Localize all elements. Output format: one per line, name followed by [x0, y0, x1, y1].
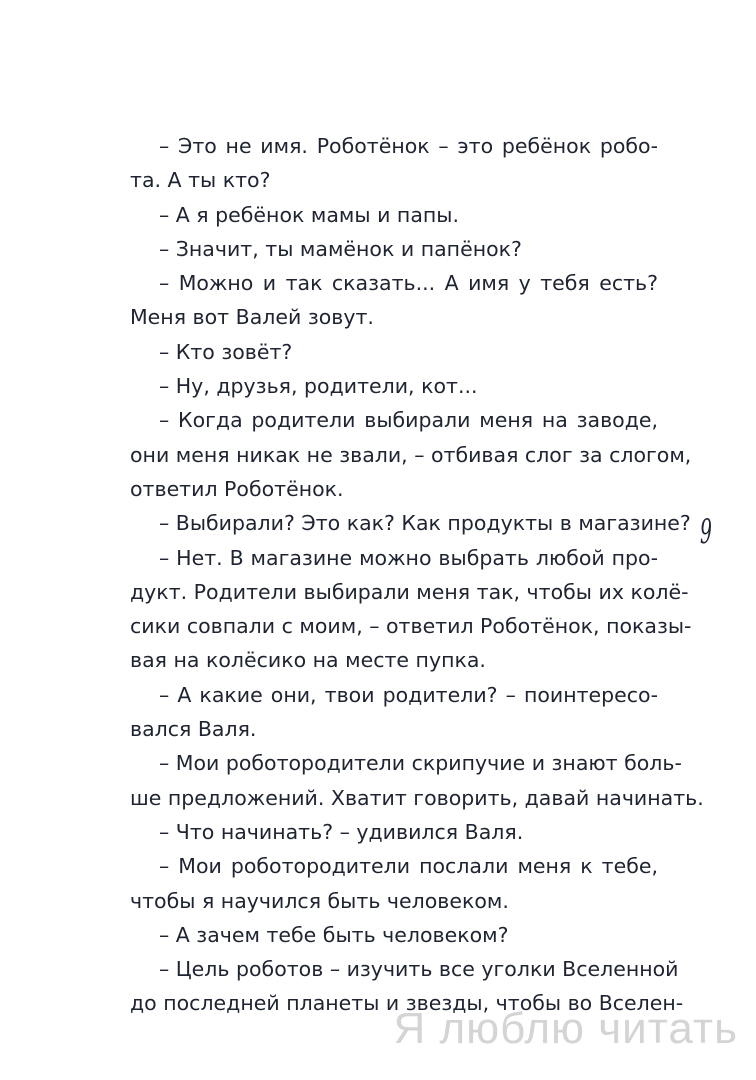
text-line: – Цель роботов – изучить все уголки Вселенной: [159, 957, 679, 982]
text-line: – Мои роботородители скрипучие и знают боль-: [159, 751, 682, 776]
text-line: ше предложений. Хватит говорить, давай начинать.: [130, 785, 704, 810]
text-line: чтобы я научился быть человеком.: [130, 888, 509, 913]
text-line: – Кто зовёт?: [159, 339, 293, 364]
text-line: – Ну, друзья, родители, кот...: [159, 374, 478, 399]
text-line: – Когда родители выбирали меня на заводе,: [159, 408, 658, 433]
text-line: сики совпали с моим, – ответил Роботёнок, показы-: [130, 614, 692, 639]
text-line: они меня никак не звали, – отбивая слог за слогом,: [130, 442, 692, 467]
text-line: – Выбирали? Это как? Как продукты в магазине?: [159, 511, 691, 536]
text-line: – Значит, ты мамёнок и папёнок?: [159, 236, 522, 261]
text-line: – Нет. В магазине можно выбрать любой про-: [159, 545, 658, 570]
text-line: вая на колёсико на месте пупка.: [130, 648, 486, 673]
watermark: Я люблю читать: [393, 1004, 738, 1053]
text-line: та. А ты кто?: [130, 168, 271, 193]
text-line: – Это не имя. Роботёнок – это ребёнок робо-: [159, 134, 658, 158]
text-line: – А какие они, твои родители? – поинтересо-: [159, 682, 658, 707]
text-line: – А я ребёнок мамы и папы.: [159, 202, 459, 227]
text-line: ответил Роботёнок.: [130, 476, 344, 501]
text-line: вался Валя.: [130, 717, 257, 742]
text-line: – Можно и так сказать... А имя у тебя есть?: [159, 271, 658, 296]
text-line: – Мои роботородители послали меня к тебе,: [159, 854, 658, 879]
text-line: – Что начинать? – удивился Валя.: [159, 819, 524, 844]
text-line: дукт. Родители выбирали меня так, чтобы их колё-: [130, 579, 689, 604]
text-line: – А зачем тебе быть человеком?: [159, 922, 509, 947]
body-text: [130, 129, 704, 1021]
text-line: до последней планеты и звезды, чтобы во Вселен-: [130, 991, 684, 1016]
page-number: 9: [700, 512, 712, 552]
text-line: Меня вот Валей зовут.: [130, 305, 374, 330]
